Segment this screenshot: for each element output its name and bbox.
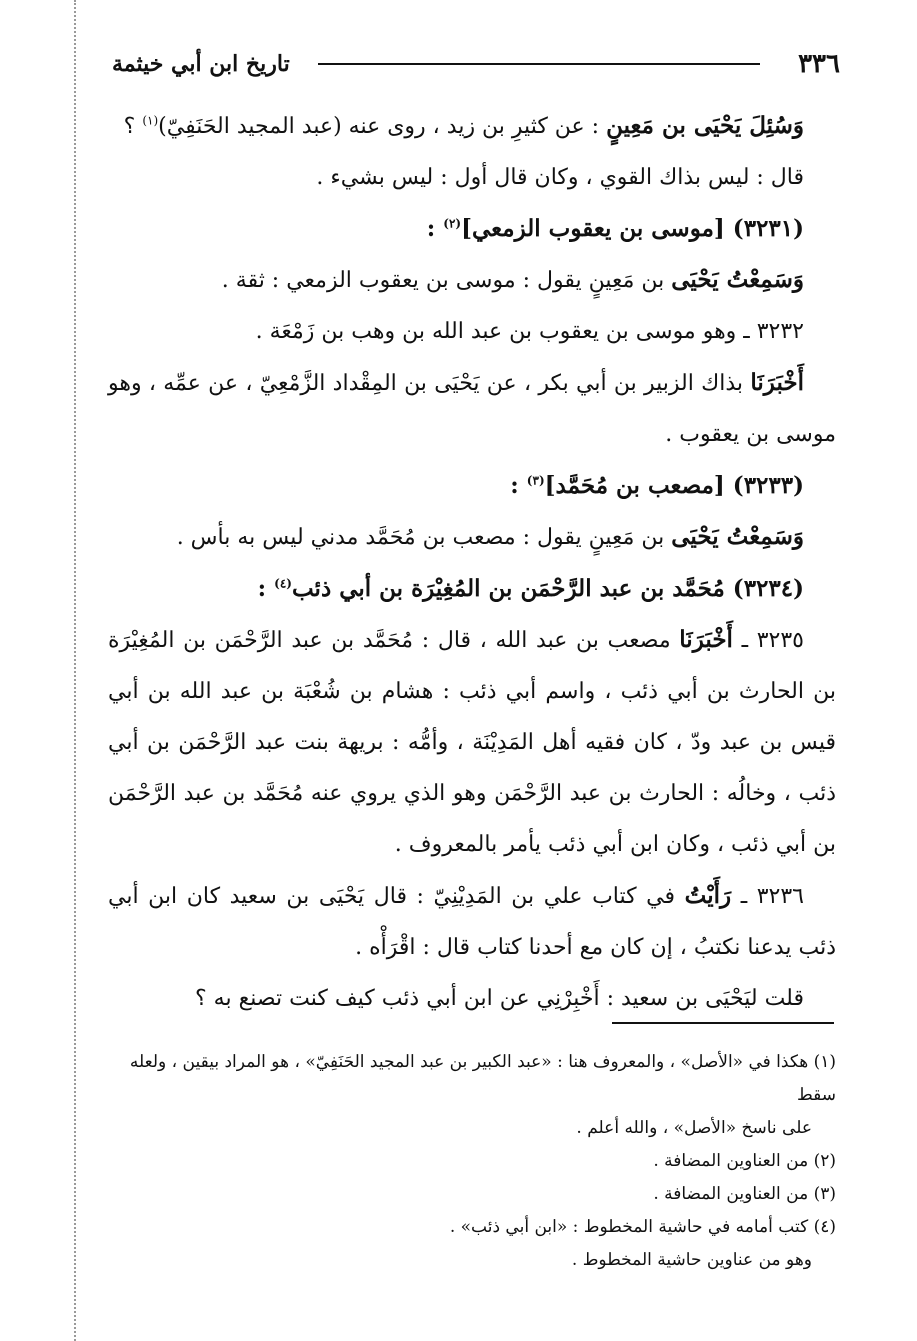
entry-3235: ٣٢٣٥ ـ أَخْبَرَنَا مصعب بن عبد الله ، قال : مُحَمَّد بن عبد الرَّحْمَن بن المُغِيْرَة بن الحارث بن أبي ذئب ، واسم أبي ذئب : هشام بن شُعْبَة بن عبد الله بن أبي قيس بن عبد ودّ ، كان فقيه أهل المَدِيْنَة ، وأمُّه : بريهة بنت عبد الرَّحْمَن بن أبي ذئب ، وخالُه : الحارث بن عبد الرَّحْمَن وهو الذي يروي عنه مُحَمَّد بن عبد الرَّحْمَن بن أبي ذئب ، وكان ابن أبي ذئب يأمر بالمعروف . [108, 626, 836, 857]
main-text [108, 100, 836, 1024]
footnote-ref: (٤) [274, 576, 292, 591]
book-title: تاريخ ابن أبي خيثمة [112, 51, 290, 77]
footnote-separator [612, 1022, 834, 1024]
heading-3234: (٣٢٣٤) مُحَمَّد بن عبد الرَّحْمَن بن المُغِيْرَة بن أبي ذئب$^{(٤)}$ : [257, 575, 804, 602]
entry-musab: وَسَمِعْتُ يَحْيَى بن مَعِينٍ يقول : مصعب بن مُحَمَّد مدني ليس به بأس . [176, 523, 804, 550]
footnote-ref: (١) [142, 113, 159, 128]
footnote-ref: (٣) [526, 473, 545, 488]
footnotes [108, 1046, 836, 1277]
heading-3231: (٣٢٣١) [موسى بن يعقوب الزمعي]$^{(٢)}$ : [426, 215, 804, 242]
footnote-4: (٤) كتب أمامه في حاشية المخطوط : «ابن أبي ذئب» . [449, 1217, 836, 1237]
footnote-1: (١) هكذا في «الأصل» ، والمعروف هنا : «عبد الكبير بن عبد المجيد الحَنَفِيّ» ، هو المراد بيقين ، ولعله سقط [129, 1052, 836, 1105]
scan-binding-edge [74, 0, 76, 1341]
page-number: ٣٣٦ [798, 49, 840, 79]
footnote-ref: (٢) [443, 216, 462, 231]
entry-3236: ٣٢٣٦ ـ رَأَيْتُ في كتاب علي بن المَدِيْنِيّ : قال يَحْيَى بن سعيد كان ابن أبي ذئب يدعنا نكتبُ ، إن كان مع أحدنا كتاب قال : اقْرَأْه . [108, 882, 836, 960]
footnote-3: (٣) من العناوين المضافة . [653, 1184, 836, 1204]
footnote-2: (٢) من العناوين المضافة . [653, 1151, 836, 1171]
entry-akhbarana-zubair: أَخْبَرَنَا بذاك الزبير بن أبي بكر ، عن يَحْيَى بن المِقْداد الزَّمْعِيّ ، عن عمِّه ، وهو موسى بن يعقوب . [108, 369, 836, 447]
entry-question-yahya: قلت ليَحْيَى بن سعيد : أَخْبِرْنِي عن ابن أبي ذئب كيف كنت تصنع به ؟ [195, 986, 804, 1011]
entry-musa-thiqa: وَسَمِعْتُ يَحْيَى بن مَعِينٍ يقول : موسى بن يعقوب الزمعي : ثقة . [221, 266, 804, 293]
heading-3233: (٣٢٣٣) [مصعب بن مُحَمَّد]$^{(٣)}$ : [510, 472, 804, 499]
entry-answer-kathir: قال : ليس بذاك القوي ، وكان قال أول : ليس بشيء . [316, 165, 804, 190]
entry-3232: ٣٢٣٢ ـ وهو موسى بن يعقوب بن عبد الله بن وهب بن زَمْعَة . [255, 319, 804, 344]
footnote-1-continued: على ناسخ «الأصل» ، والله أعلم . [576, 1118, 812, 1138]
footnote-4-continued: وهو من عناوين حاشية المخطوط . [571, 1250, 812, 1270]
header-rule [318, 63, 760, 65]
running-header [112, 44, 840, 84]
entry-question-kathir: وَسُئِلَ يَحْيَى بن مَعِينٍ : عن كثيرِ بن زيد ، روى عنه (عبد المجيد الحَنَفِيّ)$^{(١)}$ ؟ [123, 112, 804, 139]
